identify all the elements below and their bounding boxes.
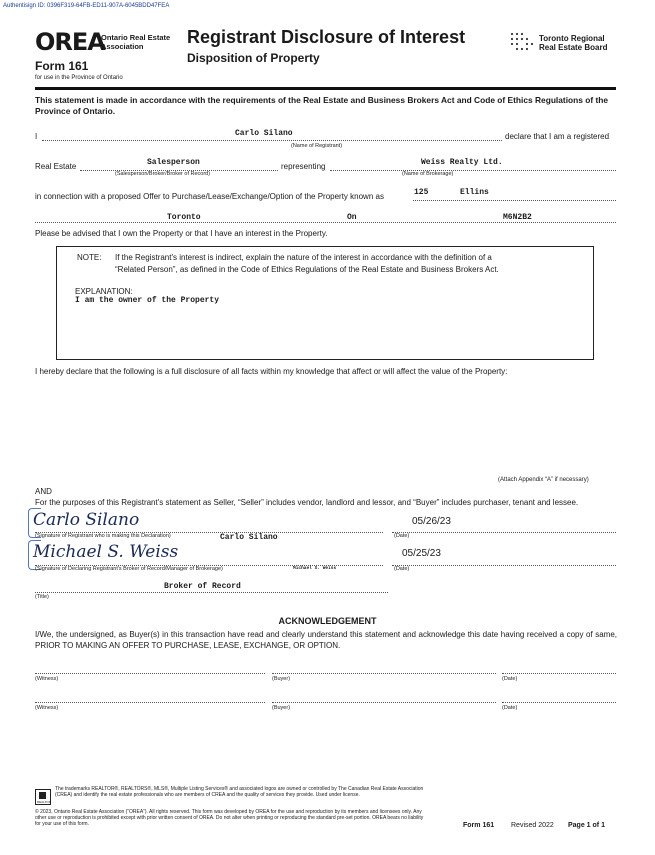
witness1-line[interactable]: [35, 673, 265, 674]
brokerage-field[interactable]: Weiss Realty Ltd.: [421, 158, 503, 167]
buyer2-line[interactable]: [272, 702, 496, 703]
purposes-text: For the purposes of this Registrant's statement as Seller, “Seller” includes vendor, landlord and lessor, and “Buyer” includes purchaser, tenant and lessee.: [35, 498, 579, 507]
sig1-date-caption: (Date): [394, 533, 410, 539]
brokerage-caption: (Name of Brokerage): [402, 171, 454, 177]
orea-logo: OREA: [35, 28, 105, 56]
registrant-name-caption: (Name of Registrant): [291, 143, 343, 149]
header-rule: [35, 87, 616, 90]
trademark-notice: The trademarks REALTOR®, REALTORS®, MLS®, Multiple Listing Services® and associated logos are owned or controlled by The Canadian Real Estate Association (CREA) and identify the real estate professionals who are members of CREA and the quality of services they provide. Used under license.: [55, 786, 424, 798]
logo-sub-line1: Ontario Real Estate: [101, 33, 171, 42]
date2-caption: (Date): [502, 705, 518, 711]
sig1-signature[interactable]: Carlo Silano: [33, 510, 140, 530]
footer-page: Page 1 of 1: [568, 822, 605, 829]
trreb-line1: Toronto Regional: [539, 34, 605, 43]
trreb-dots-icon: [509, 31, 535, 51]
copyright-notice: © 2023, Ontario Real Estate Association (“OREA”). All rights reserved. This form was developed by OREA for the use and reproduction by its members and licensees only. Any other use or reproduction is prohibited except with prior written consent of OREA. Do not alter when printing or reproducing the standard pre-set portion. OREA bears no liability for your use of this form.: [35, 809, 424, 827]
footer-revised: Revised 2022: [511, 822, 554, 829]
date2-line[interactable]: [502, 702, 616, 703]
logo-sub-line2: Association: [101, 42, 144, 51]
disclosure-text: I hereby declare that the following is a full disclosure of all facts within my knowledge that affect or will affect the value of the Property:: [35, 367, 508, 376]
acknowledgement-heading: ACKNOWLEDGEMENT: [278, 616, 377, 626]
sig2-date[interactable]: 05/25/23: [402, 548, 441, 559]
explanation-label: EXPLANATION:: [75, 287, 133, 296]
real-estate-label: Real Estate: [35, 162, 77, 171]
property-line-2: [35, 222, 616, 223]
realtor-logo-icon: REALTOR: [35, 789, 51, 805]
footer-form-number: Form 161: [463, 822, 495, 829]
note-line-1: If the Registrant's interest is indirect, explain the nature of the interest in accordance with the definition of a: [115, 253, 492, 262]
witness2-caption: (Witness): [35, 705, 59, 711]
role-field[interactable]: Salesperson: [147, 158, 200, 167]
authentisign-id: Authentisign ID: 0396F319-64FB-ED11-907A-6045BDD47FEA: [3, 3, 170, 9]
date1-line[interactable]: [502, 673, 616, 674]
city-field[interactable]: Toronto: [167, 213, 201, 222]
registrant-name-field[interactable]: Carlo Silano: [235, 129, 293, 138]
connection-text: in connection with a proposed Offer to Purchase/Lease/Exchange/Option of the Property known as: [35, 192, 384, 201]
sig1-printed-name: Carlo Silano: [220, 533, 278, 542]
trreb-line2: Real Estate Board: [539, 43, 608, 52]
page-title: Registrant Disclosure of Interest: [187, 27, 466, 47]
sig2-printed-name: Michael S. Weiss: [293, 566, 337, 571]
witness2-line[interactable]: [35, 702, 265, 703]
sig2-date-line: [392, 565, 616, 566]
appendix-note: (Attach Appendix “A” if necessary): [498, 477, 589, 483]
declare-text: declare that I am a registered: [505, 132, 610, 141]
orea-logo-subtitle: [101, 33, 170, 51]
role-caption: (Salesperson/Broker/Broker of Record): [115, 171, 211, 177]
sig1-date[interactable]: 05/26/23: [412, 516, 451, 527]
i-label: I: [35, 132, 38, 141]
postal-field[interactable]: M6N2B2: [503, 213, 532, 222]
page-subtitle: Disposition of Property: [187, 51, 320, 65]
property-line-1: [413, 200, 616, 201]
explanation-box: [56, 246, 594, 360]
form-number: Form 161: [35, 59, 89, 73]
advise-text: Please be advised that I own the Property or that I have an interest in the Property.: [35, 229, 328, 238]
intro-statement: This statement is made in accordance with the requirements of the Real Estate and Business Brokers Act and Code of Ethics Regulations of the Province of Ontario.: [35, 95, 609, 116]
sig1-caption: (Signature of Registrant who is making this Declaration): [35, 533, 171, 539]
date1-caption: (Date): [502, 676, 518, 682]
buyer2-caption: (Buyer): [272, 705, 291, 711]
note-line-2: “Related Person”, as defined in the Code of Ethics Regulations of the Real Estate and Business Brokers Act.: [115, 265, 499, 274]
title-caption: (Title): [35, 594, 49, 600]
acknowledgement-text: I/We, the undersigned, as Buyer(s) in this transaction have read and clearly understand this statement and acknowledge this date having received a copy of same, PRIOR TO MAKING AN OFFER TO PURCHASE, LEASE, EXCHANGE, OR OPTION.: [35, 630, 617, 650]
street-number-field[interactable]: 125: [414, 188, 429, 197]
buyer1-caption: (Buyer): [272, 676, 291, 682]
sig2-signature[interactable]: Michael S. Weiss: [33, 542, 179, 562]
representing-label: representing: [281, 162, 326, 171]
title-line: [35, 592, 388, 593]
trreb-logo-text: [539, 34, 607, 52]
sig1-date-line: [392, 532, 616, 533]
and-label: AND: [35, 487, 52, 496]
explanation-field[interactable]: I am the owner of the Property: [75, 296, 220, 305]
sig2-caption: (Signature of Declaring Registrant's Broker of Record/Manager of Brokerage): [35, 566, 223, 572]
form-scope: for use in the Province of Ontario: [35, 75, 123, 81]
title-field[interactable]: Broker of Record: [164, 582, 241, 591]
buyer1-line[interactable]: [272, 673, 496, 674]
note-label: NOTE:: [77, 253, 102, 262]
street-name-field[interactable]: Ellins: [460, 188, 489, 197]
brokerage-line: [330, 170, 616, 171]
sig2-date-caption: (Date): [394, 566, 410, 572]
registrant-name-line: [42, 140, 502, 141]
witness1-caption: (Witness): [35, 676, 59, 682]
province-field[interactable]: On: [347, 213, 357, 222]
